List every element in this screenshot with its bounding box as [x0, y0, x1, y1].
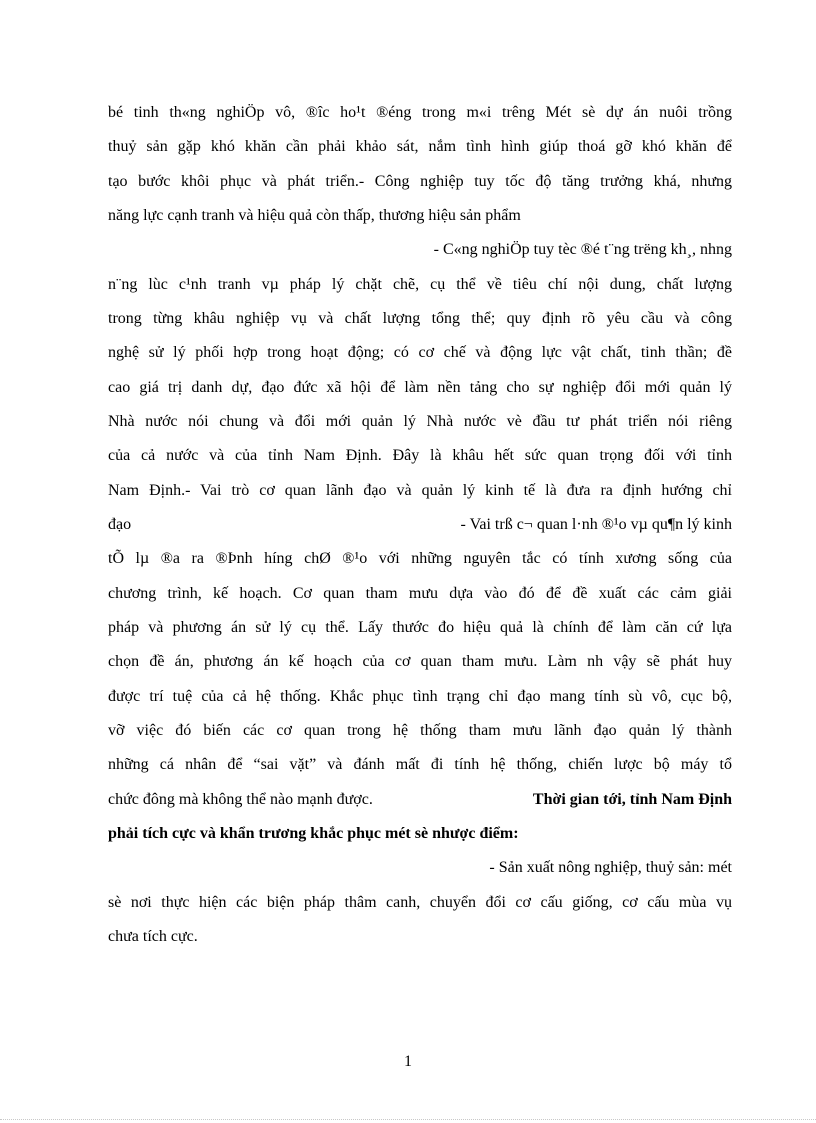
body-line-4: năng lực cạnh tranh và hiệu quả còn thấp, thương hiệu sản phẩm [108, 207, 521, 224]
line-21-bold-end: Thời gian tới, tỉnh Nam Định [532, 791, 732, 808]
body-line-8: nghệ sử lý phối hợp trong hoạt động; có cơ chế và động lực vật chất, tinh thần; đề [108, 344, 732, 361]
body-line-20: những cá nhân để “sai vặt” và đánh mất đi tính hệ thống, chiến lược bộ máy tổ [108, 756, 732, 773]
body-line-12: Nam Định.- Vai trò cơ quan lãnh đạo và quản lý kinh tế là đưa ra định hướng chỉ [108, 482, 732, 499]
body-line-14: tÕ lµ ®a ra ®Þnh híng chØ ®¹o với những nguyên tắc có tính xương sống của [108, 550, 732, 567]
body-line-2: thuỷ sản gặp khó khăn cần phải khảo sát, nắm tình hình giúp thoá gỡ khó khăn để [108, 138, 732, 155]
body-line-11: của cả nước và của tỉnh Nam Định. Đây là khâu hết sức quan trọng đối với tỉnh [108, 447, 732, 464]
bold-line: phải tích cực và khẩn trương khắc phục mét sè nhược điểm: [108, 825, 519, 842]
line-13-start: đạo [108, 516, 132, 533]
page-number: 1 [404, 1053, 412, 1070]
body-line-15: chương trình, kế hoạch. Cơ quan tham mưu dựa vào đó để đề xuất các cảm giải [108, 585, 732, 602]
body-line-26: chưa tích cực. [108, 928, 198, 945]
body-line-19: vỡ việc đó biến các cơ quan trong hệ thống tham mưu lãnh đạo quản lý thành [108, 722, 732, 739]
body-line-6: n¨ng lùc c¹nh tranh vµ pháp lý chặt chẽ, cụ thể về tiêu chí nội dung, chất lượng [108, 276, 732, 293]
body-line-25: sè nơi thực hiện các biện pháp thâm canh, chuyển đổi cơ cấu giống, cơ cấu mùa vụ [108, 894, 732, 911]
body-line-5: - C«ng nghiÖp tuy tèc ®é t¨ng trëng kh¸, nhng [433, 241, 732, 258]
body-line-18: được trí tuệ của cả hệ thống. Khắc phục tình trạng chỉ đạo mang tính sù vô, cục bộ, [108, 688, 732, 705]
body-line-16: pháp và phương án sử lý cụ thể. Lấy thước đo hiệu quả là chính để làm căn cứ lựa [108, 619, 732, 636]
body-line-17: chọn đề án, phương án kế hoạch của cơ quan tham mưu. Làm nh vậy sẽ phát huy [108, 653, 732, 670]
body-line-3: tạo bước khôi phục và phát triển.- Công nghiệp tuy tốc độ tăng trưởng khá, nhưng [108, 173, 732, 190]
body-line-10: Nhà nước nói chung và đổi mới quản lý Nhà nước vè đầu tư phát triển nói riêng [108, 413, 732, 430]
body-line-9: cao giá trị danh dự, đạo đức xã hội để làm nền tảng cho sự nghiệp đổi mới quản lý [108, 379, 732, 396]
page-bottom-dotted-rule [0, 1119, 816, 1120]
line-21-start: chức đông mà không thể nào mạnh được. [108, 791, 373, 808]
body-line-7: trong từng khâu nghiệp vụ và chất lượng tổng thể; quy định rõ yêu cầu và công [108, 310, 732, 327]
body-line-1: bé tinh th«ng nghiÖp vô, ®îc ho¹t ®éng trong m«i trêng Mét sè dự án nuôi trồng [108, 104, 732, 121]
line-13-end: - Vai trß c¬ quan l·nh ®¹o vµ qu¶n lý kinh [460, 516, 732, 533]
body-line-24: - Sản xuất nông nghiệp, thuỷ sản: mét [489, 859, 732, 876]
